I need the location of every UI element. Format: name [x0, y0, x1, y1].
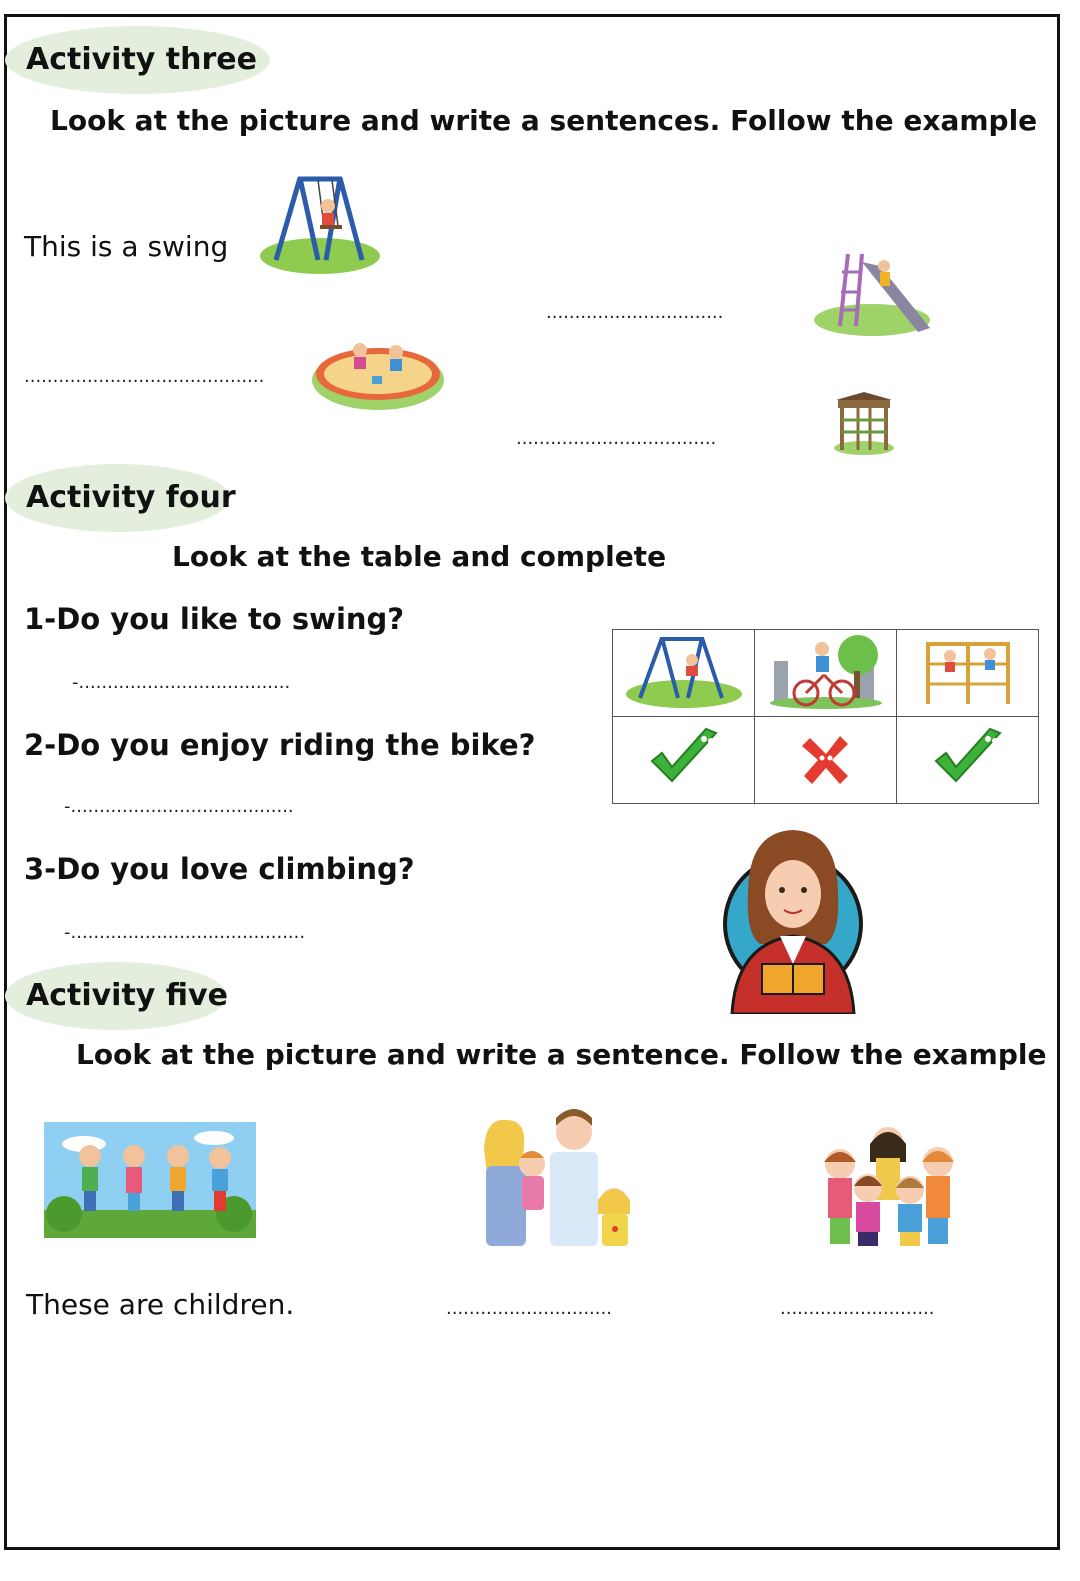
activity-three-heading: Activity three: [26, 42, 257, 77]
table-row: [613, 630, 1039, 717]
table-cell: [755, 717, 897, 804]
activity-five-instruction: Look at the picture and write a sentence. Follow the example: [76, 1038, 1047, 1071]
teacher-icon: [718, 824, 868, 1014]
swing-icon: [622, 632, 746, 710]
check-icon: [928, 725, 1008, 791]
sandpit-icon: [308, 328, 448, 413]
swing-icon: [258, 170, 388, 280]
climbing-frame-icon: [828, 390, 900, 456]
example-sentence: This is a swing: [24, 230, 229, 263]
question-3: 3-Do you love climbing?: [24, 852, 415, 886]
climbing-bars-icon: [906, 632, 1030, 710]
table-cell: [613, 717, 755, 804]
cross-icon: [796, 728, 856, 788]
children-group-icon: [44, 1122, 256, 1238]
table-cell: [755, 630, 897, 717]
slide-icon: [810, 248, 940, 343]
activity-three-blank-3[interactable]: ...................................: [516, 428, 717, 449]
bike-rider-icon: [764, 631, 888, 711]
answer-3-line[interactable]: -.........................................: [64, 922, 306, 943]
table-cell: [897, 630, 1039, 717]
activity-three-blank-1[interactable]: ...............................: [546, 302, 724, 323]
answer-2-line[interactable]: -.......................................: [64, 796, 294, 817]
question-1: 1-Do you like to swing?: [24, 602, 405, 636]
activity-five-blank-2[interactable]: ...........................: [780, 1298, 935, 1319]
girls-group-icon: [806, 1122, 971, 1252]
check-icon: [644, 725, 724, 791]
activity-three-blank-2[interactable]: ..........................................: [24, 366, 265, 387]
activity-four-instruction: Look at the table and complete: [172, 540, 667, 573]
preference-table: [612, 629, 1039, 804]
activity-four-heading: Activity four: [26, 480, 236, 515]
answer-1-line[interactable]: -.....................................: [72, 672, 291, 693]
activity-five-example: These are children.: [26, 1288, 295, 1321]
activity-five-heading: Activity five: [26, 978, 228, 1013]
question-2: 2-Do you enjoy riding the bike?: [24, 728, 536, 762]
activity-five-blank-1[interactable]: .............................: [446, 1298, 612, 1319]
table-row: [613, 717, 1039, 804]
family-icon: [466, 1104, 641, 1254]
table-cell: [897, 717, 1039, 804]
activity-three-instruction: Look at the picture and write a sentences. Follow the example: [50, 104, 1038, 137]
table-cell: [613, 630, 755, 717]
